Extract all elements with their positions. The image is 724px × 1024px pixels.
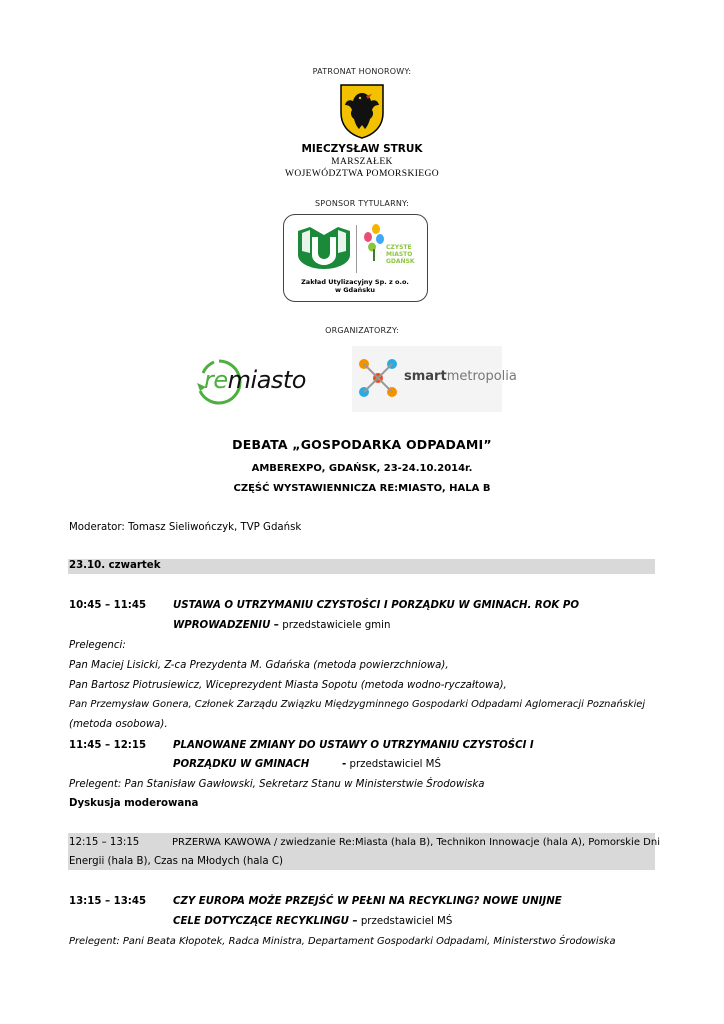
- event-place: AMBEREXPO, GDAŃSK, 23-24.10.2014r.: [251, 463, 473, 474]
- sponsor-company: Zakład Utylizacyjny Sp. z o.o. w Gdańsku: [301, 278, 409, 294]
- session1-title-line2: WPROWADZENIU – przedstawiciele gmin: [173, 620, 391, 631]
- remiasto-logo: remiasto: [194, 355, 330, 407]
- smartmetropolia-mark-icon: [356, 356, 400, 400]
- patron-role-line1: MARSZAŁEK: [331, 157, 393, 167]
- flower-icon: [362, 223, 386, 263]
- break-time: 12:15 – 13:15: [69, 837, 140, 848]
- session2-title-line1: PLANOWANE ZMIANY DO USTAWY O UTRZYMANIU CZYSTOŚCI I: [173, 740, 534, 751]
- czyste-miasto-brand: CZYSTE MIASTO GDAŃSK: [386, 244, 415, 265]
- session1-speakers-label: Prelegenci:: [69, 640, 126, 651]
- break-bar: [68, 833, 660, 870]
- sponsor-label: SPONSOR TYTULARNY:: [315, 199, 409, 208]
- smartmetropolia-logo: smartmetropolia: [352, 346, 502, 412]
- session2-title-suffix: - przedstawiciel MŚ: [342, 759, 441, 770]
- event-section: CZĘŚĆ WYSTAWIENNICZA RE:MIASTO, HALA B: [233, 483, 491, 494]
- patron-role-line2: WOJEWÓDZTWA POMORSKIEGO: [284, 169, 440, 179]
- day-label: 23.10. czwartek: [69, 560, 161, 571]
- session3-speaker: Prelegent: Pani Beata Kłopotek, Radca Ministra, Departament Gospodarki Odpadami, Ministerstwo Środowiska: [69, 936, 616, 947]
- session2-discussion: Dyskusja moderowana: [69, 798, 199, 809]
- session3-time: 13:15 – 13:45: [69, 896, 147, 907]
- break-text-line1: PRZERWA KAWOWA / zwiedzanie Re:Miasta (hala B), Technikon Innowacje (hala A), Pomorskie Dni: [172, 837, 660, 848]
- day-bar: [68, 559, 655, 574]
- zu-emblem-icon: [296, 225, 352, 271]
- moderator: Moderator: Tomasz Sieliwończyk, TVP Gdańsk: [69, 522, 302, 533]
- session1-speaker2: Pan Bartosz Piotrusiewicz, Wiceprezydent Miasta Sopotu (metoda wodno-ryczałtowa),: [69, 680, 507, 691]
- session3-title-line2: CELE DOTYCZĄCE RECYKLINGU – przedstawiciel MŚ: [173, 916, 453, 927]
- session1-speaker1: Pan Maciej Lisicki, Z-ca Prezydenta M. Gdańska (metoda powierzchniowa),: [69, 660, 449, 671]
- session1-time: 10:45 – 11:45: [69, 600, 147, 611]
- coat-of-arms-icon: [339, 83, 385, 139]
- event-title: DEBATA „GOSPODARKA ODPADAMI”: [232, 437, 492, 452]
- session2-title-line2: PORZĄDKU W GMINACH: [173, 759, 310, 770]
- organizers-label: ORGANIZATORZY:: [325, 326, 399, 335]
- session2-speaker: Prelegent: Pan Stanisław Gawłowski, Sekretarz Stanu w Ministerstwie Środowiska: [69, 779, 485, 790]
- patron-name: MIECZYSŁAW STRUK: [301, 143, 423, 155]
- patron-label: PATRONAT HONOROWY:: [312, 67, 412, 76]
- session2-time: 11:45 – 12:15: [69, 740, 147, 751]
- session1-speaker3-line1: Pan Przemysław Gonera, Członek Zarządu Związku Międzygminnego Gospodarki Odpadami Aglomeracji Poznańskiej: [69, 699, 646, 710]
- session1-speaker3-line2: (metoda osobowa).: [69, 719, 168, 730]
- break-text-line2: Energii (hala B), Czas na Młodych (hala C): [69, 856, 283, 867]
- session3-title-line1: CZY EUROPA MOŻE PRZEJŚĆ W PEŁNI NA RECYKLING? NOWE UNIJNE: [173, 896, 562, 907]
- session1-title-line1: USTAWA O UTRZYMANIU CZYSTOŚCI I PORZĄDKU W GMINACH. ROK PO: [173, 600, 579, 611]
- sponsor-logo: [283, 214, 428, 302]
